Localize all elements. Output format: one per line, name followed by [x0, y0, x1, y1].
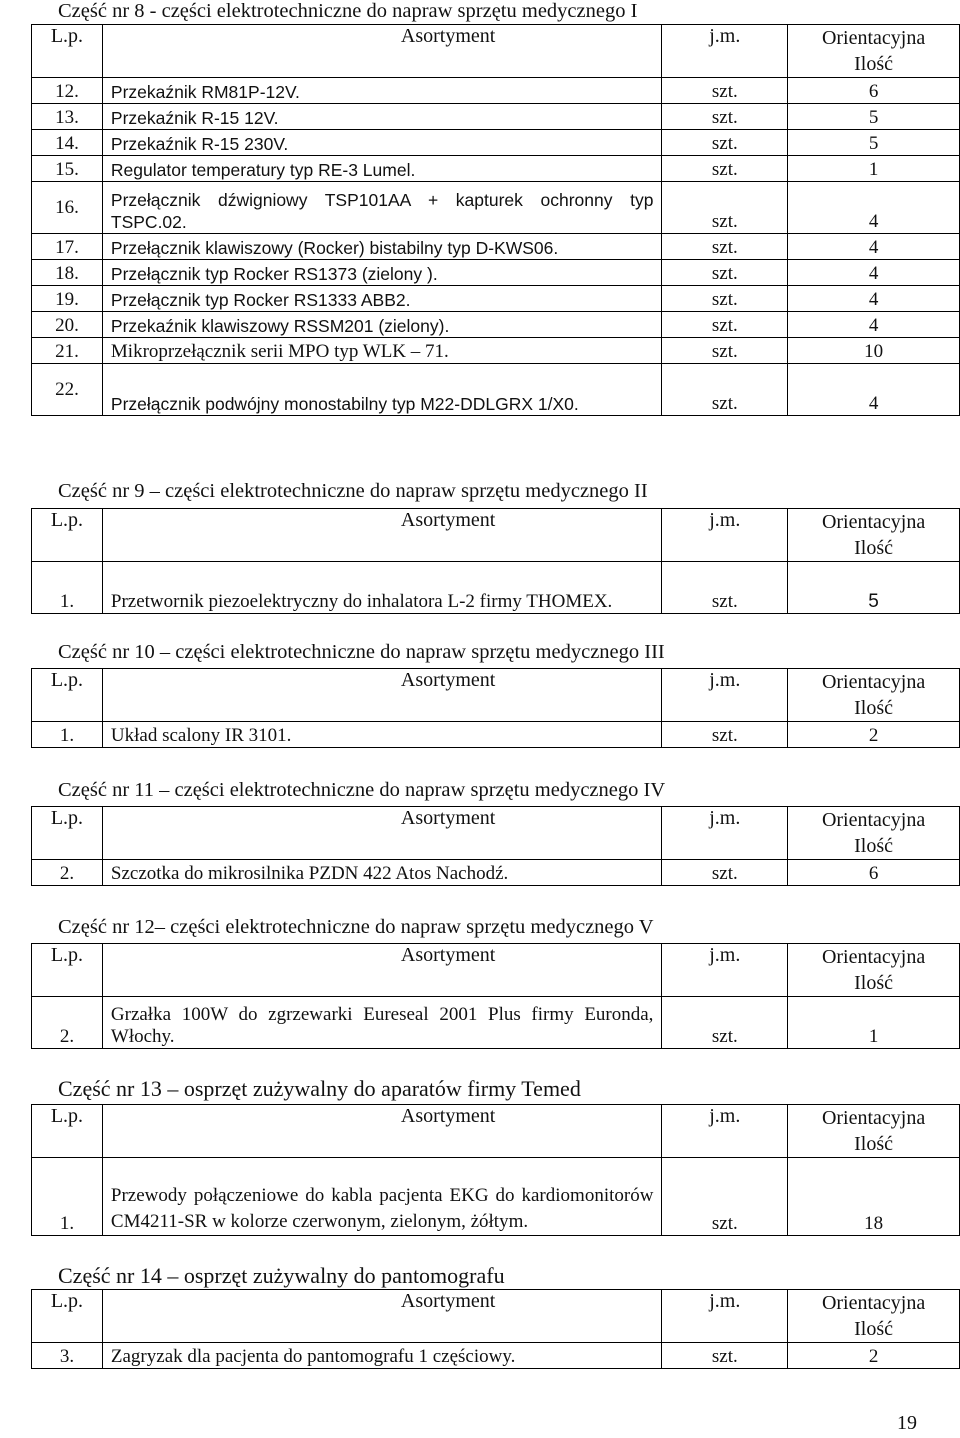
row-jm: szt.: [662, 78, 788, 104]
table-header: [32, 1105, 960, 1158]
header-lp: L.p.: [32, 509, 103, 562]
row-qty: 1: [788, 156, 960, 182]
row-jm: szt.: [662, 234, 788, 260]
row-jm: szt.: [662, 104, 788, 130]
table-header: [32, 1290, 960, 1343]
section-title: Część nr 9 – części elektrotechniczne do napraw sprzętu medycznego II: [58, 480, 648, 502]
row-jm: szt.: [662, 286, 788, 312]
row-qty: 5: [788, 562, 960, 614]
row-lp: 2.: [32, 997, 103, 1049]
table-row: [32, 260, 960, 286]
row-name: Zagryzak dla pacjenta do pantomografu 1 częściowy.: [102, 1343, 662, 1369]
header-asortyment: Asortyment: [102, 1105, 662, 1158]
section-title: Część nr 13 – osprzęt zużywalny do aparatów firmy Temed: [58, 1076, 581, 1101]
row-jm: szt.: [662, 130, 788, 156]
row-jm: szt.: [662, 1343, 788, 1369]
header-ilosc: Orientacyjna Ilość: [788, 1105, 960, 1158]
row-lp: 2.: [32, 860, 103, 886]
row-name: Przełącznik podwójny monostabilny typ M22-DDLGRX 1/X0.: [102, 364, 662, 416]
row-lp: 1.: [32, 722, 103, 748]
row-jm: szt.: [662, 997, 788, 1049]
header-ilosc: Orientacyjna Ilość: [788, 25, 960, 78]
section-title: Część nr 14 – osprzęt zużywalny do pantomografu: [58, 1263, 505, 1288]
row-lp: 13.: [32, 104, 103, 130]
row-name: Przełącznik typ Rocker RS1373 (zielony ).: [102, 260, 662, 286]
items-table: [31, 1289, 960, 1369]
table-row: [32, 286, 960, 312]
header-lp: L.p.: [32, 944, 103, 997]
row-lp: 20.: [32, 312, 103, 338]
row-qty: 4: [788, 364, 960, 416]
row-lp: 21.: [32, 338, 103, 364]
row-lp: 15.: [32, 156, 103, 182]
table-header: [32, 669, 960, 722]
section-title: Część nr 11 – części elektrotechniczne do napraw sprzętu medycznego IV: [58, 779, 666, 801]
row-lp: 1.: [32, 562, 103, 614]
table-row: [32, 338, 960, 364]
header-ilosc: Orientacyjna Ilość: [788, 944, 960, 997]
header-asortyment: Asortyment: [102, 669, 662, 722]
table-row: [32, 312, 960, 338]
header-jm: j.m.: [662, 1105, 788, 1158]
row-name: Układ scalony IR 3101.: [102, 722, 662, 748]
row-name: Mikroprzełącznik serii MPO typ WLK – 71.: [102, 338, 662, 364]
row-jm: szt.: [662, 562, 788, 614]
header-ilosc: Orientacyjna Ilość: [788, 807, 960, 860]
row-qty: 4: [788, 234, 960, 260]
header-ilosc: Orientacyjna Ilość: [788, 669, 960, 722]
row-qty: 18: [788, 1158, 960, 1236]
header-jm: j.m.: [662, 944, 788, 997]
header-jm: j.m.: [662, 1290, 788, 1343]
row-jm: szt.: [662, 364, 788, 416]
header-jm: j.m.: [662, 669, 788, 722]
row-qty: 2: [788, 722, 960, 748]
header-lp: L.p.: [32, 1290, 103, 1343]
table-row: [32, 182, 960, 234]
header-jm: j.m.: [662, 25, 788, 78]
table-row: [32, 562, 960, 614]
row-lp: 3.: [32, 1343, 103, 1369]
row-lp: 19.: [32, 286, 103, 312]
header-lp: L.p.: [32, 807, 103, 860]
row-qty: 1: [788, 997, 960, 1049]
header-asortyment: Asortyment: [102, 807, 662, 860]
items-table: [31, 508, 960, 614]
row-name: Przekaźnik R-15 12V.: [102, 104, 662, 130]
header-asortyment: Asortyment: [102, 25, 662, 78]
table-row: [32, 860, 960, 886]
header-jm: j.m.: [662, 807, 788, 860]
table-row: [32, 234, 960, 260]
row-name: Regulator temperatury typ RE-3 Lumel.: [102, 156, 662, 182]
row-qty: 5: [788, 130, 960, 156]
row-qty: 4: [788, 286, 960, 312]
row-jm: szt.: [662, 182, 788, 234]
row-name: Przełącznik dźwigniowy TSP101AA + kapturek ochronny typ TSPC.02.: [102, 182, 662, 234]
row-lp: 17.: [32, 234, 103, 260]
header-ilosc: Orientacyjna Ilość: [788, 509, 960, 562]
row-name: Przekaźnik RM81P-12V.: [102, 78, 662, 104]
row-jm: szt.: [662, 260, 788, 286]
row-qty: 2: [788, 1343, 960, 1369]
table-row: [32, 722, 960, 748]
row-jm: szt.: [662, 312, 788, 338]
table-row: [32, 1343, 960, 1369]
table-row: [32, 1158, 960, 1236]
row-qty: 4: [788, 312, 960, 338]
table-row: [32, 104, 960, 130]
header-lp: L.p.: [32, 669, 103, 722]
section-title: Część nr 12– części elektrotechniczne do napraw sprzętu medycznego V: [58, 916, 654, 938]
row-lp: 16.: [32, 182, 103, 234]
row-qty: 4: [788, 260, 960, 286]
table-row: [32, 156, 960, 182]
items-table: [31, 24, 960, 416]
row-name: Przetwornik piezoelektryczny do inhalatora L-2 firmy THOMEX.: [102, 562, 662, 614]
table-header: [32, 509, 960, 562]
row-jm: szt.: [662, 722, 788, 748]
header-lp: L.p.: [32, 25, 103, 78]
header-ilosc: Orientacyjna Ilość: [788, 1290, 960, 1343]
row-lp: 14.: [32, 130, 103, 156]
row-jm: szt.: [662, 156, 788, 182]
row-name: Przekaźnik klawiszowy RSSM201 (zielony).: [102, 312, 662, 338]
row-qty: 6: [788, 78, 960, 104]
row-name: Przełącznik klawiszowy (Rocker) bistabilny typ D-KWS06.: [102, 234, 662, 260]
table-row: [32, 130, 960, 156]
section-title: Część nr 8 - części elektrotechniczne do napraw sprzętu medycznego I: [58, 0, 638, 22]
row-jm: szt.: [662, 860, 788, 886]
items-table: [31, 943, 960, 1049]
header-asortyment: Asortyment: [102, 509, 662, 562]
table-header: [32, 807, 960, 860]
section-title: Część nr 10 – części elektrotechniczne do napraw sprzętu medycznego III: [58, 641, 665, 663]
row-qty: 10: [788, 338, 960, 364]
row-name: Przekaźnik R-15 230V.: [102, 130, 662, 156]
items-table: [31, 806, 960, 886]
row-qty: 6: [788, 860, 960, 886]
header-asortyment: Asortyment: [102, 944, 662, 997]
row-qty: 4: [788, 182, 960, 234]
row-lp: 22.: [32, 364, 103, 416]
table-row: [32, 997, 960, 1049]
table-header: [32, 944, 960, 997]
row-lp: 1.: [32, 1158, 103, 1236]
row-qty: 5: [788, 104, 960, 130]
header-lp: L.p.: [32, 1105, 103, 1158]
header-asortyment: Asortyment: [102, 1290, 662, 1343]
header-jm: j.m.: [662, 509, 788, 562]
row-lp: 18.: [32, 260, 103, 286]
row-jm: szt.: [662, 338, 788, 364]
items-table: [31, 1104, 960, 1236]
table-header: [32, 25, 960, 78]
items-table: [31, 668, 960, 748]
row-name: Szczotka do mikrosilnika PZDN 422 Atos Nachodź.: [102, 860, 662, 886]
page-number: 19: [897, 1412, 917, 1434]
table-row: [32, 78, 960, 104]
row-jm: szt.: [662, 1158, 788, 1236]
table-row: [32, 364, 960, 416]
row-name: Przewody połączeniowe do kabla pacjenta EKG do kardiomonitorów CM4211-SR w kolorze czerwonym, zielonym, żółtym.: [102, 1158, 662, 1236]
row-name: Przełącznik typ Rocker RS1333 ABB2.: [102, 286, 662, 312]
row-lp: 12.: [32, 78, 103, 104]
row-name: Grzałka 100W do zgrzewarki Eureseal 2001 Plus firmy Euronda, Włochy.: [102, 997, 662, 1049]
